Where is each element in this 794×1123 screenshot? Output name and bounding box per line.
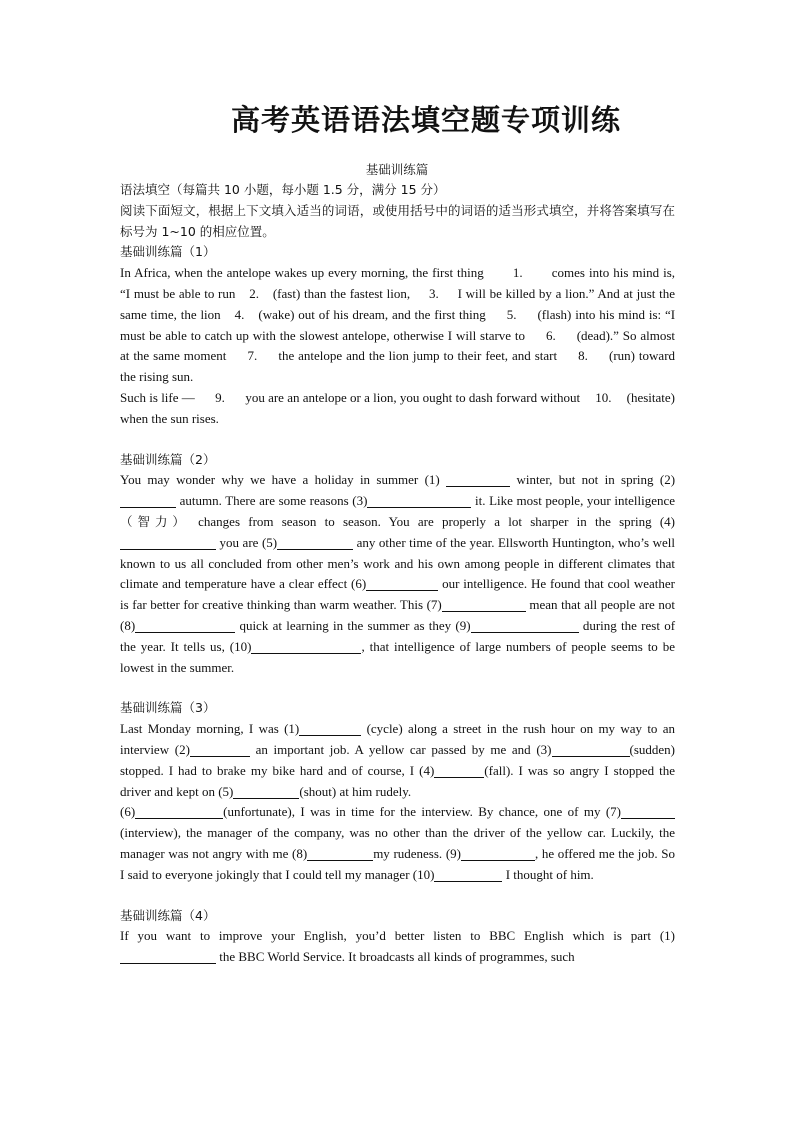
instructions-line-2: 阅读下面短文，根据上下文填入适当的词语，或使用括号中的词语的适当形式填空，并将答案填写在标号为 1~10 的相应位置。 xyxy=(120,202,675,239)
blank-number: 6. xyxy=(545,327,556,343)
passage-1-text: In Africa, when the antelope wakes up every morning, the first thing 1. comes into his mind is, “I must be able to run 2. (fast) than the fastest lion, 3. I will be killed by a lion.” And at just the same time, the lion 4. (wake) out of his dream, and the first thing 5. (flash) into his mind is: “I must be able to catch up with the slowest antelope, otherwise I will starve to 6. (dead).” So almost at the same moment 7. the antelope and the lion jump to their feet, and start 8. (run) toward the rising sun. xyxy=(120,265,676,385)
answer-blank[interactable] xyxy=(461,846,535,861)
page-subtitle: 基础训练篇 xyxy=(365,162,429,177)
page-title: 高考英语语法填空题专项训练 xyxy=(230,103,621,137)
passage-3-text-2: (6) (unfortunate), I was in time for the interview. By chance, one of my (7)(interview), the manager of the company, was no other than the driver of the yellow car. Luckily, the manager was not angry with me (8) my rudeness. (9) , he offered me the job. So I said to everyone jokingly that I could tell my manager (10) I thought of him. xyxy=(120,804,675,882)
passage-4-heading: 基础训练篇（4） xyxy=(120,907,216,923)
answer-blank[interactable] xyxy=(120,949,216,964)
blank-number: 1. xyxy=(512,265,523,281)
answer-blank[interactable] xyxy=(299,721,361,736)
answer-blank[interactable] xyxy=(446,472,510,487)
blank-number: 10. xyxy=(595,389,612,405)
document-body xyxy=(120,180,675,968)
answer-blank[interactable] xyxy=(120,493,176,508)
answer-blank[interactable] xyxy=(471,618,579,633)
blank-number: 9. xyxy=(215,389,225,405)
blank-number: 2. xyxy=(249,285,259,301)
passage-1-heading: 基础训练篇（1） xyxy=(120,244,216,260)
passage-4-text: If you want to improve your English, you’d better listen to BBC English which is part (1) the BBC World Service. It broadcasts all kinds of programmes, such xyxy=(120,928,675,965)
answer-blank[interactable] xyxy=(307,846,373,861)
blank-number: 4. xyxy=(234,306,245,322)
answer-blank[interactable] xyxy=(251,639,361,654)
passage-3-heading: 基础训练篇（3） xyxy=(120,700,216,716)
answer-blank[interactable] xyxy=(367,493,471,508)
answer-blank[interactable] xyxy=(552,742,630,757)
answer-blank[interactable] xyxy=(277,535,353,550)
answer-blank[interactable] xyxy=(233,784,299,799)
answer-blank[interactable] xyxy=(434,763,484,778)
answer-blank[interactable] xyxy=(190,742,250,757)
answer-blank[interactable] xyxy=(621,804,675,819)
answer-blank[interactable] xyxy=(442,597,526,612)
answer-blank[interactable] xyxy=(434,867,502,882)
passage-3-text: Last Monday morning, I was (1) (cycle) along a street in the rush hour on my way to an interview (2) an important job. A yellow car passed by me and (3) (sudden) stopped. I had to brake my bike hard and of course, I (4) (fall). I was so angry I stopped the driver and kept on (5) (shout) at him rudely. xyxy=(120,721,676,799)
instructions-line-1: 语法填空（每篇共 10 小题，每小题 1.5 分，满分 15 分） xyxy=(120,182,446,197)
answer-blank[interactable] xyxy=(135,804,223,819)
blank-number: 5. xyxy=(506,306,517,322)
answer-blank[interactable] xyxy=(120,535,216,550)
passage-1-text-end: Such is life — 9. you are an antelope or a lion, you ought to dash forward without 10. (hesitate) when the sun rises. xyxy=(120,389,676,426)
blank-number: 7. xyxy=(247,348,258,364)
answer-blank[interactable] xyxy=(135,618,235,633)
answer-blank[interactable] xyxy=(366,576,438,591)
blank-number: 3. xyxy=(428,285,439,301)
blank-number: 8. xyxy=(578,348,588,364)
passage-2-heading: 基础训练篇（2） xyxy=(120,451,216,467)
passage-2-text: You may wonder why we have a holiday in summer (1) winter, but not in spring (2) autumn. There are some reasons (3) it. Like most people, your intelligence（智力） changes from season to season. You are properly a lot sharper in the spring (4) you are (5) any other time of the year. Ellsworth Huntington, who’s well known to us all concluded from other men’s work and his own among people in different climates that climate and temperature have a clear effect (6) our intelligence. He found that cool weather is far better for creative thinking than warm weather. This (7) mean that all people are not (8) quick at learning in the summer as they (9) during the rest of the year. It tells us, (10) , that intelligence of large numbers of people seems to be lowest in the summer. xyxy=(120,472,676,675)
